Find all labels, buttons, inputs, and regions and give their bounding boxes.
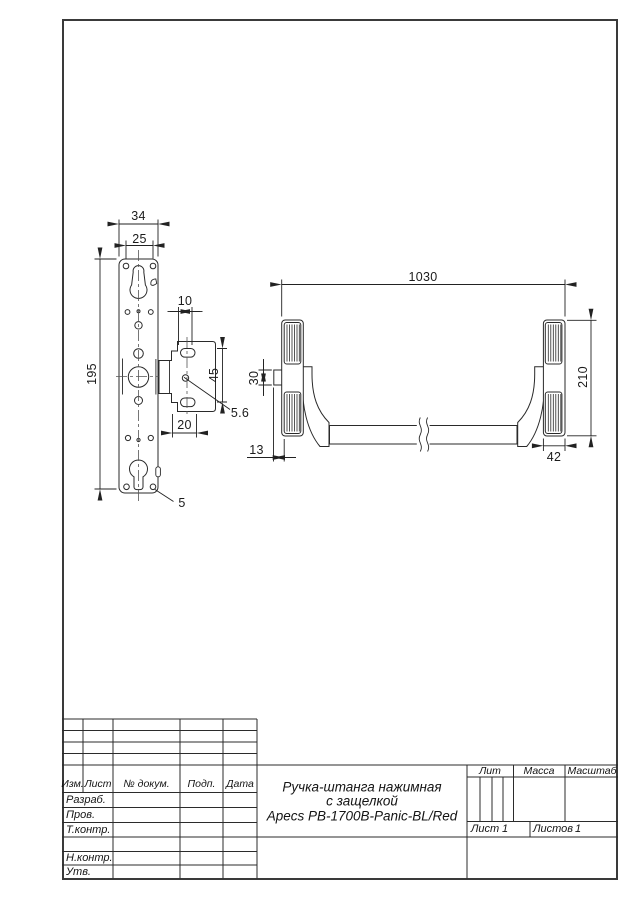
- tb-sheets-value: 1: [574, 823, 582, 835]
- tb-row-nkontr: Н.контр.: [66, 852, 113, 864]
- dim-bar-latch-inset: 13: [249, 442, 264, 457]
- tb-scale-label: Масштаб: [567, 764, 617, 777]
- small-hole: [148, 435, 153, 440]
- pushbar-view: [274, 320, 565, 453]
- drawing-title-line3: Apecs PB-1700B-Panic-BL/Red: [266, 808, 458, 823]
- tb-col-list: Лист: [84, 778, 112, 790]
- tb-sheet-value: 1: [501, 823, 509, 835]
- screw-hole: [124, 484, 130, 490]
- strike-slot: [181, 349, 196, 358]
- dim-end-plate-height: 210: [575, 366, 590, 388]
- faceplate-view: [116, 250, 162, 504]
- drawing-title-line1: Ручка-штанга нажимная: [282, 779, 442, 794]
- screw-hole: [123, 263, 129, 269]
- dim-bar-length: 1030: [408, 269, 438, 284]
- dim-latch-offset: 10: [177, 294, 193, 308]
- tb-lit-label: Лит: [479, 764, 501, 777]
- dim-strike-height: 45: [206, 367, 221, 383]
- tb-mass-label: Масса: [523, 764, 555, 777]
- tb-sheet-label: Лист: [470, 823, 500, 835]
- tb-col-podp: Подп.: [187, 778, 216, 790]
- screw-hole: [150, 484, 156, 490]
- tb-row-tkontr: Т.контр.: [66, 823, 111, 836]
- edge-tab-detail: [156, 467, 161, 477]
- small-hole: [125, 435, 130, 440]
- dim-end-plate-width: 42: [546, 449, 562, 464]
- tb-row-razrab: Разраб.: [66, 794, 106, 806]
- screw-hole: [150, 263, 156, 269]
- strike-slot: [181, 398, 196, 407]
- tb-col-dokum: № докум.: [123, 778, 170, 790]
- small-hole: [148, 310, 153, 315]
- tb-sheets-label: Листов: [532, 823, 574, 835]
- small-hole: [125, 310, 130, 315]
- dim-bar-latch-height: 30: [246, 370, 261, 385]
- dim-strike-width: 20: [177, 417, 192, 432]
- dim-strike-hole-dia: 5.6: [230, 406, 250, 420]
- dim-screw-hole-dia: 5: [178, 496, 186, 510]
- dim-faceplate-height: 195: [84, 363, 99, 385]
- leader-screw-hole: [155, 490, 174, 502]
- tb-row-utv: Утв.: [66, 865, 91, 878]
- tb-row-prov: Пров.: [66, 809, 96, 821]
- dim-faceplate-width: 34: [131, 209, 146, 223]
- support-arm: [302, 367, 329, 447]
- latch-bolt: [274, 370, 282, 385]
- dim-faceplate-hole-spacing: 25: [132, 232, 147, 246]
- support-arm: [518, 367, 545, 447]
- tb-col-izm: Изм.: [61, 778, 84, 790]
- tb-col-data: Дата: [226, 778, 254, 790]
- drawing-title-line2: с защелкой: [326, 793, 398, 809]
